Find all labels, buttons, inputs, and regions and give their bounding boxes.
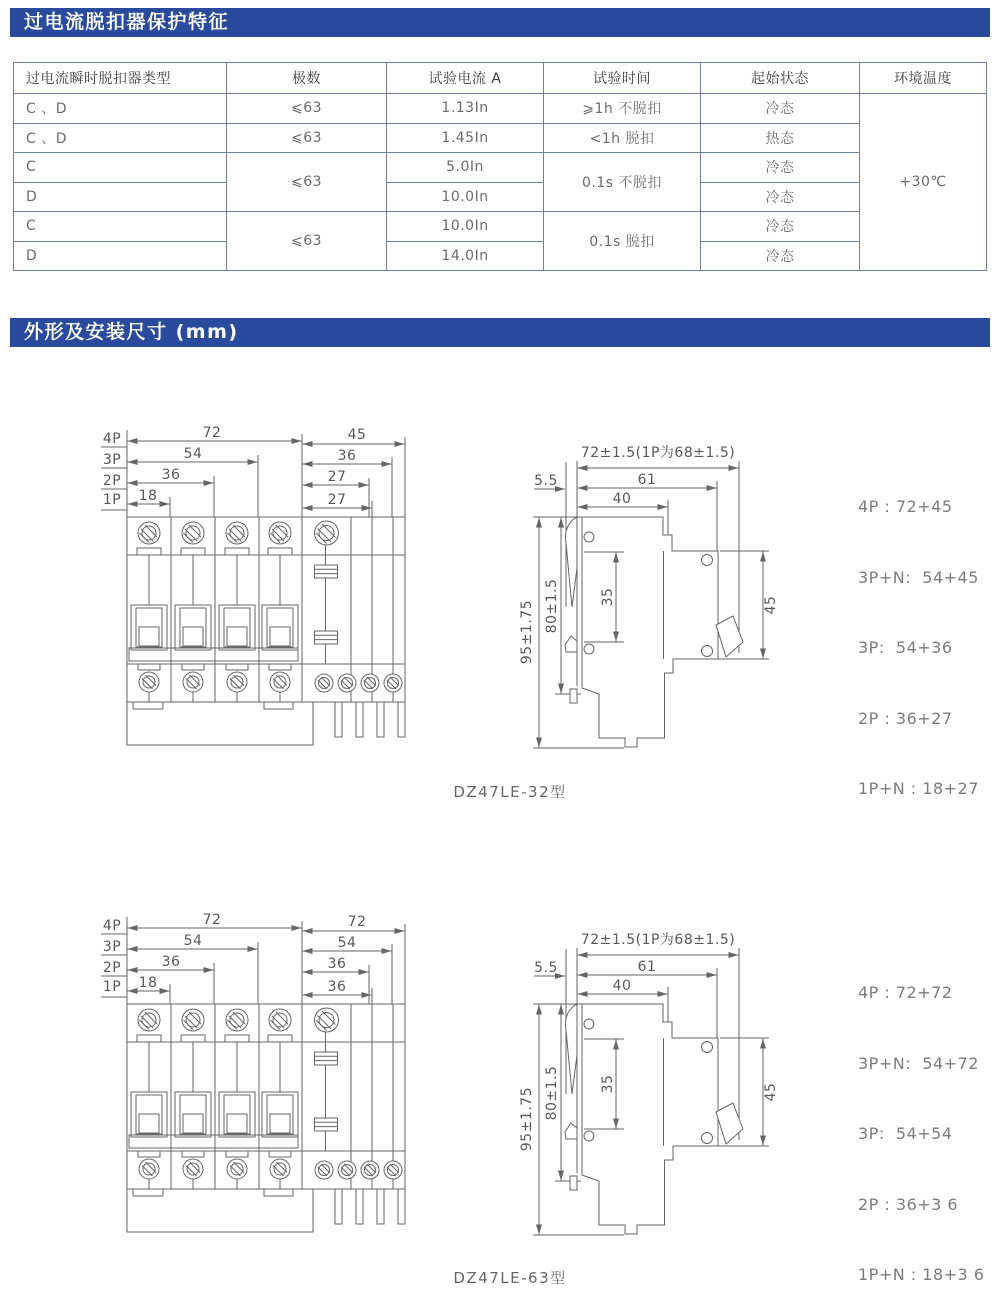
table-cell: 热态 <box>701 123 860 153</box>
table-cell: 1.45In <box>387 123 544 153</box>
size-line: 3P: 54+36 <box>858 638 953 657</box>
protection-characteristics-table <box>13 62 987 271</box>
pole-label: 3P <box>102 939 122 955</box>
column-header: 起始状态 <box>701 63 860 94</box>
table-cell: C <box>14 212 227 242</box>
drawing-caption: DZ47LE-63型 <box>453 1269 567 1287</box>
dim-label: 54 <box>183 446 203 462</box>
side-view-geometry <box>533 461 769 748</box>
column-header: 过电流瞬时脱扣器类型 <box>14 63 227 94</box>
front-view-geometry <box>101 917 405 1232</box>
size-line: 2P : 36+27 <box>858 708 953 728</box>
section-title-protection <box>10 8 990 37</box>
table-cell: 10.0In <box>387 212 544 242</box>
pole-label: 1P <box>102 492 122 508</box>
table-cell: ⩽63 <box>227 153 387 212</box>
dim-label: 54 <box>183 933 203 949</box>
table-cell: 冷态 <box>701 212 860 242</box>
column-header: 试验时间 <box>544 63 701 94</box>
size-line: 2P : 36+3 6 <box>858 1194 959 1214</box>
dim-label-height: 45 <box>763 595 779 615</box>
pole-label: 2P <box>102 473 122 489</box>
table-row <box>14 94 987 124</box>
dim-label: 36 <box>327 979 347 995</box>
dim-label: 72 <box>347 914 367 930</box>
dim-label: 40 <box>612 491 632 507</box>
dim-label: 5.5 <box>534 473 558 489</box>
pole-label: 3P <box>102 452 122 468</box>
pole-label: 2P <box>102 960 122 976</box>
table-cell: 冷态 <box>701 241 860 271</box>
size-line: 3P+N: 54+45 <box>858 567 979 587</box>
size-line: 4P : 72+72 <box>858 983 953 1002</box>
table-cell: 冷态 <box>701 94 860 124</box>
dim-label-height: 45 <box>763 1082 779 1102</box>
dim-label-depth-total: 72±1.5(1P为68±1.5) <box>580 932 736 948</box>
dim-label: 18 <box>138 488 158 504</box>
dim-label: 61 <box>637 959 657 975</box>
size-line: 1P+N : 18+27 <box>858 779 979 798</box>
pole-label: 1P <box>102 979 122 995</box>
dim-label: 18 <box>138 975 158 991</box>
table-cell: 1.13In <box>387 94 544 124</box>
table-cell: 14.0In <box>387 241 544 271</box>
table-row <box>14 212 987 242</box>
column-header: 试验电流 A <box>387 63 544 94</box>
dim-label: 61 <box>637 472 657 488</box>
section-title-text: 过电流脱扣器保护特征 <box>24 11 230 33</box>
table-row <box>14 182 987 212</box>
dim-label: 5.5 <box>534 960 558 976</box>
front-view-geometry <box>101 430 405 745</box>
side-view-geometry <box>533 948 769 1235</box>
dim-label-height: 95±1.75 <box>519 599 535 665</box>
column-header: 环境温度 <box>860 63 987 94</box>
dim-label-height: 95±1.75 <box>519 1086 535 1152</box>
section-title-dimensions <box>10 318 990 347</box>
table-cell: 5.0In <box>387 153 544 183</box>
table-cell: 10.0In <box>387 182 544 212</box>
dim-label-height: 80±1.5 <box>544 1065 560 1121</box>
table-cell: ⩽63 <box>227 212 387 271</box>
pole-label: 4P <box>102 918 122 934</box>
table-cell: C <box>14 153 227 183</box>
table-cell: <1h 脱扣 <box>544 123 701 153</box>
dim-label: 27 <box>327 469 347 485</box>
dim-label: 72 <box>202 912 222 928</box>
table-cell: 冷态 <box>701 182 860 212</box>
size-line: 4P : 72+45 <box>858 497 953 516</box>
table-cell: C 、D <box>14 94 227 124</box>
size-line: 1P+N : 18+3 6 <box>858 1265 985 1284</box>
dim-label: 45 <box>347 427 367 443</box>
dim-label-height: 80±1.5 <box>544 578 560 634</box>
dim-label-height: 35 <box>600 1074 616 1094</box>
size-line: 3P: 54+54 <box>858 1124 953 1143</box>
dim-label-depth-total: 72±1.5(1P为68±1.5) <box>580 445 736 461</box>
table-cell: ⩽63 <box>227 94 387 124</box>
table-row <box>14 153 987 183</box>
table-cell: D <box>14 182 227 212</box>
table-cell: 0.1s 脱扣 <box>544 212 701 271</box>
column-header: 极数 <box>227 63 387 94</box>
table-row <box>14 241 987 271</box>
dim-label: 40 <box>612 978 632 994</box>
dim-label: 27 <box>327 492 347 508</box>
table-cell: C 、D <box>14 123 227 153</box>
table-row <box>14 123 987 153</box>
table-cell: D <box>14 241 227 271</box>
pole-label: 4P <box>102 431 122 447</box>
dimension-list-dz47le-32 <box>858 448 979 848</box>
dim-label: 36 <box>327 956 347 972</box>
size-line: 3P+N: 54+72 <box>858 1053 979 1073</box>
dim-label: 36 <box>337 448 357 464</box>
drawing-dz47le-63 <box>0 907 1000 1252</box>
dim-label: 36 <box>161 954 181 970</box>
table-cell: ⩾1h 不脱扣 <box>544 94 701 124</box>
dimension-list-dz47le-63 <box>858 934 984 1307</box>
table-cell: 0.1s 不脱扣 <box>544 153 701 212</box>
table-cell: 冷态 <box>701 153 860 183</box>
drawing-caption: DZ47LE-32型 <box>453 783 567 801</box>
table-header-row <box>14 63 987 94</box>
dim-label: 36 <box>161 467 181 483</box>
dim-label: 72 <box>202 425 222 441</box>
drawing-dz47le-32 <box>0 420 1000 765</box>
table-cell-env-temp: +30℃ <box>860 94 987 271</box>
table-cell: ⩽63 <box>227 123 387 153</box>
dim-label: 54 <box>337 935 357 951</box>
dim-label-height: 35 <box>600 587 616 607</box>
section-title-text: 外形及安装尺寸 (mm) <box>24 321 239 343</box>
